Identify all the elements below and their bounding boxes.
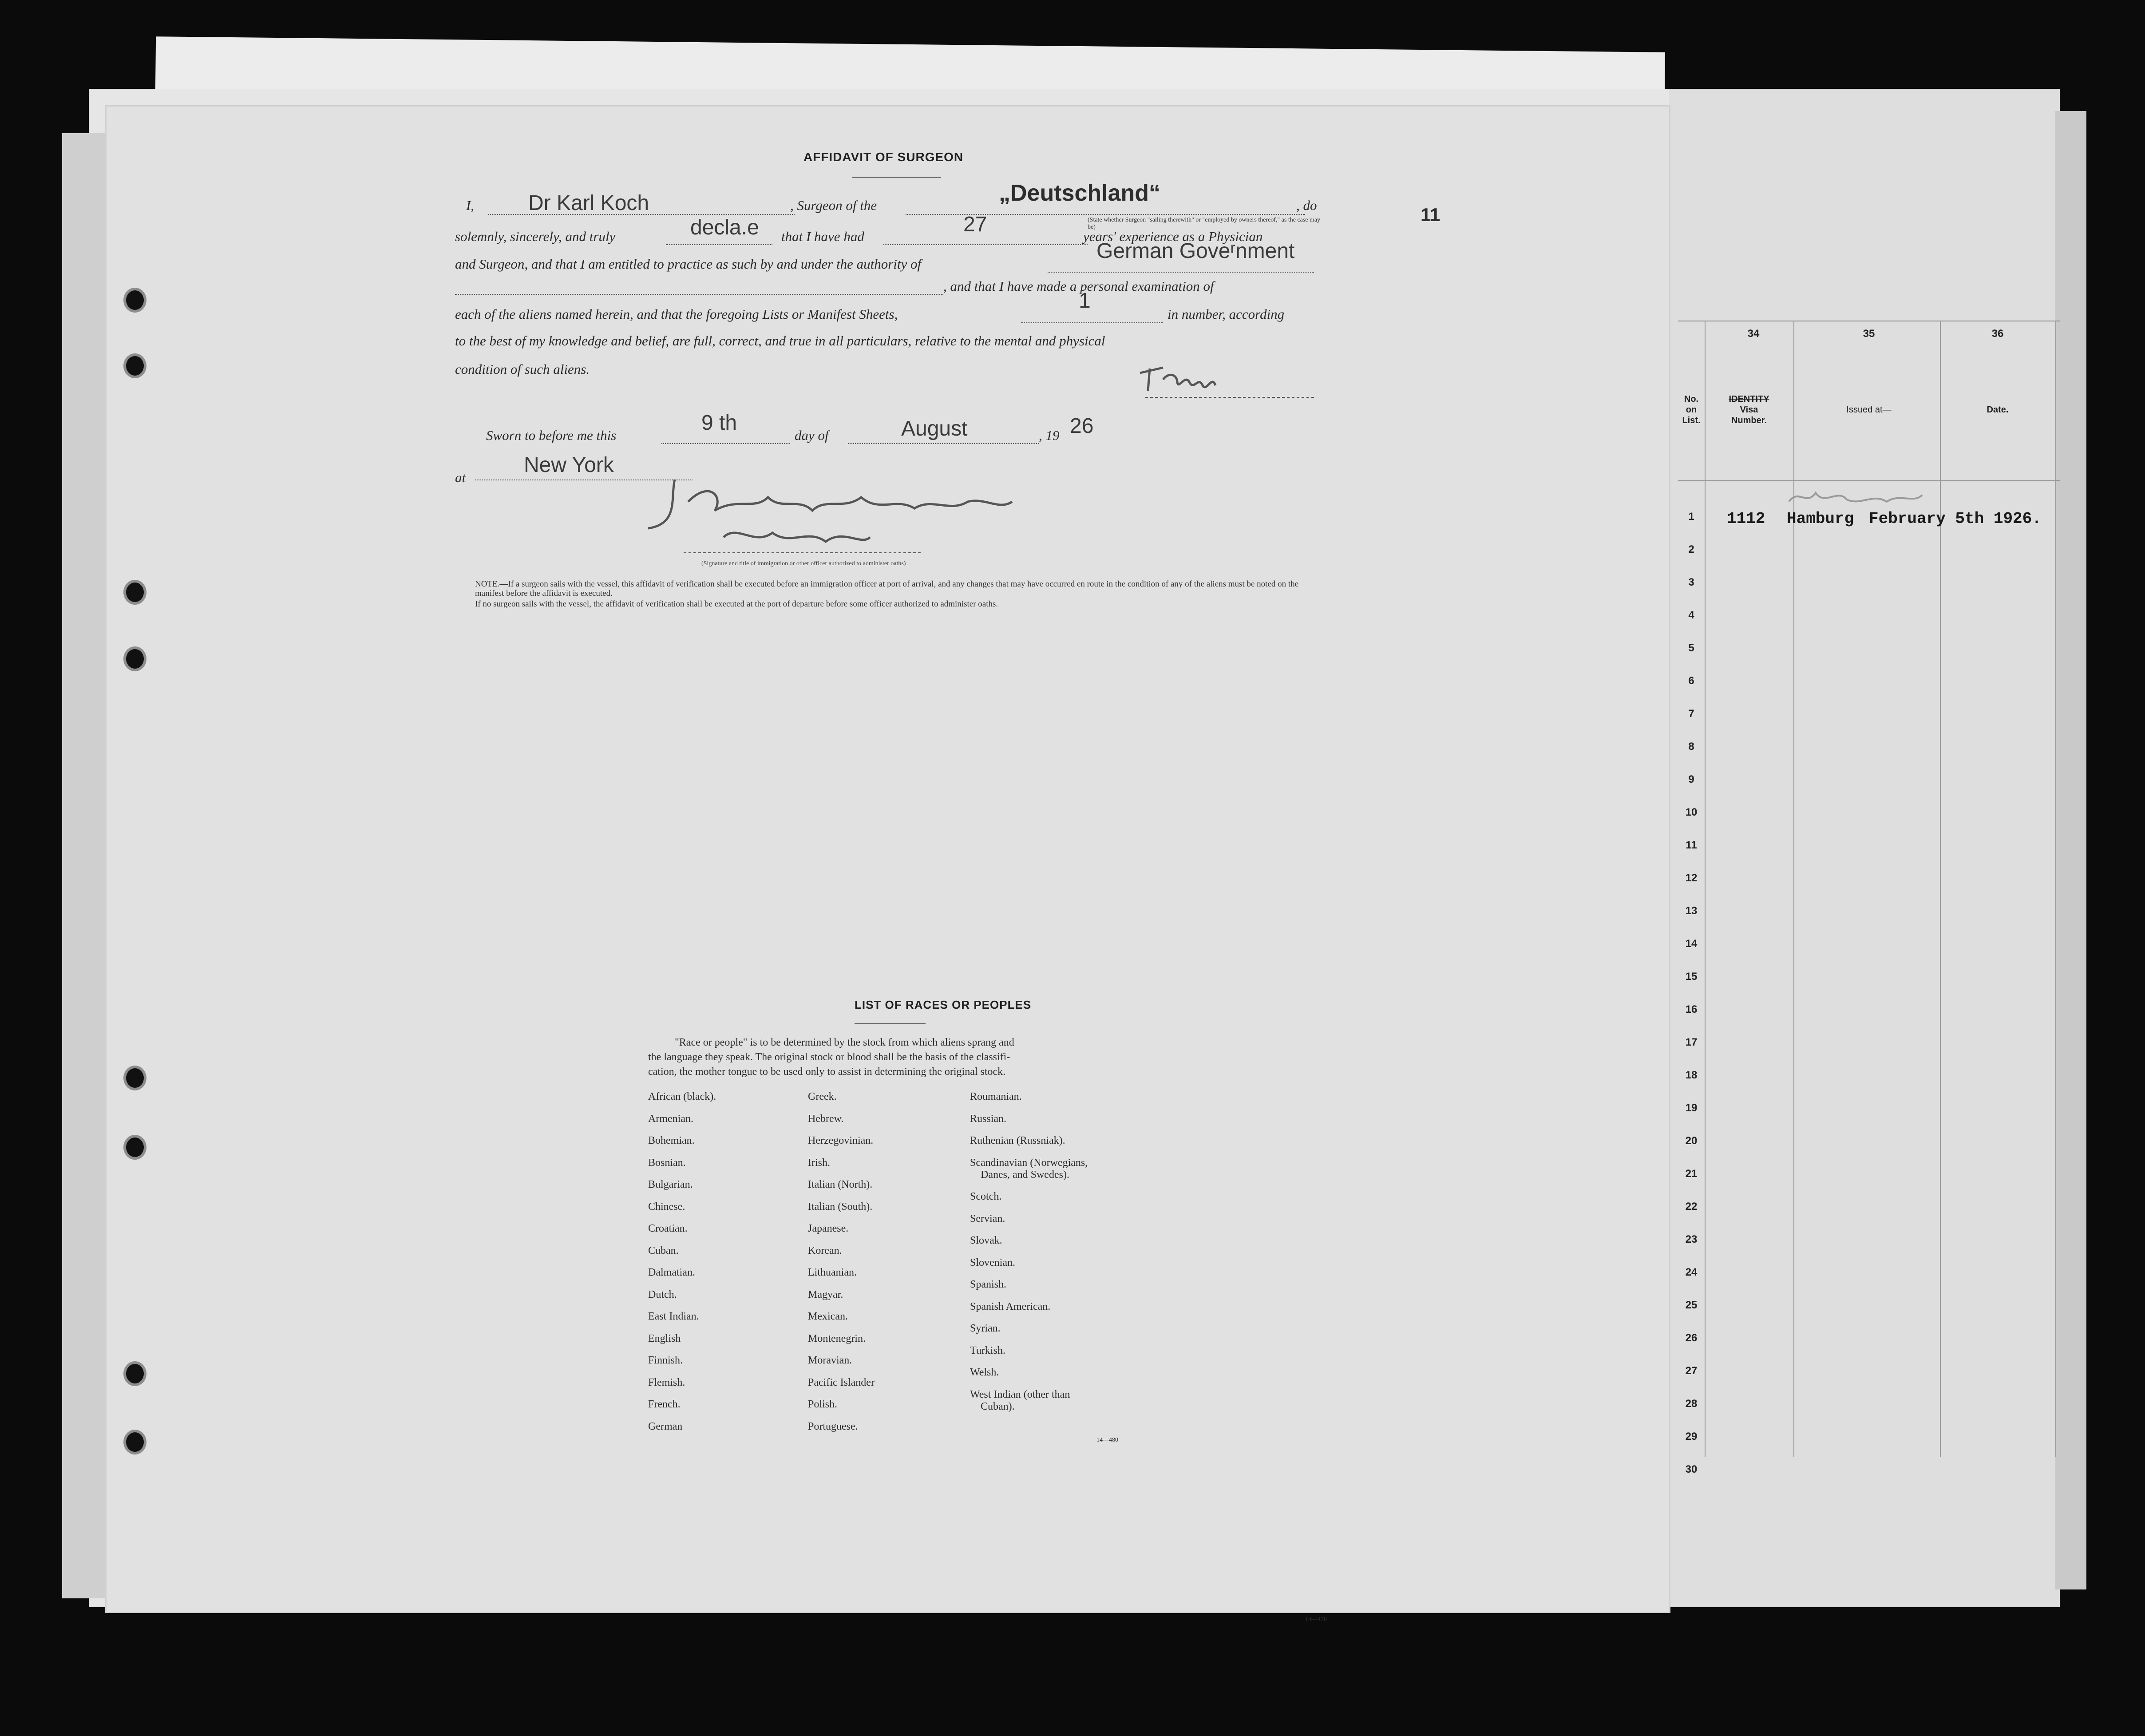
race-item: African (black). — [648, 1091, 716, 1102]
row-number: 27 — [1685, 1365, 1698, 1377]
vessel-name: „Deutschland“ — [999, 180, 1161, 206]
hdr-date: Date. — [1987, 405, 2009, 415]
race-item: Mexican. — [808, 1311, 848, 1322]
issued-at: Hamburg — [1787, 510, 1854, 528]
sworn-day: 9 th — [701, 411, 737, 435]
race-item: Cuban). — [981, 1400, 1015, 1412]
row-number: 26 — [1685, 1332, 1698, 1344]
sheets-value: 1 — [1079, 289, 1091, 313]
page-marker: 11 — [1421, 204, 1441, 225]
surgeon-name: Dr Karl Koch — [528, 191, 649, 215]
right-paper-edge — [2055, 111, 2086, 1589]
race-item: Lithuanian. — [808, 1267, 857, 1278]
row-number: 17 — [1685, 1036, 1698, 1048]
sworn-day-line — [661, 443, 790, 444]
race-item: Portuguese. — [808, 1420, 858, 1432]
years-value: 27 — [963, 213, 987, 236]
races-title: LIST OF RACES OR PEOPLES — [855, 998, 1032, 1011]
right-manifest-sheet — [1669, 89, 2060, 1607]
footer-form-code: 14—430 — [1305, 1616, 1327, 1623]
punch-hole — [123, 1135, 146, 1160]
line5-a: each of the aliens named herein, and that the foregoing Lists or Manifest Sheets, — [455, 306, 898, 322]
row-number: 20 — [1685, 1135, 1698, 1147]
row-number: 8 — [1688, 741, 1694, 753]
sworn-a: Sworn to before me this — [486, 428, 617, 443]
row-number: 12 — [1685, 872, 1698, 884]
intro-text: I, — [466, 198, 475, 213]
row-number: 2 — [1688, 543, 1694, 555]
sworn-month: August — [901, 417, 968, 440]
race-item: Dalmatian. — [648, 1267, 695, 1278]
race-item: Scotch. — [970, 1191, 1002, 1202]
line4: , and that I have made a personal examination of — [943, 278, 1214, 294]
race-item: Finnish. — [648, 1355, 683, 1366]
hdr-issued: Issued at— — [1846, 405, 1892, 415]
race-item: English — [648, 1332, 681, 1344]
row-number: 10 — [1685, 806, 1698, 818]
race-item: Flemish. — [648, 1376, 685, 1388]
row-number: 15 — [1685, 971, 1698, 983]
race-item: Danes, and Swedes). — [981, 1169, 1069, 1181]
affidavit-sheet — [107, 107, 1669, 1612]
punch-hole — [123, 1430, 146, 1455]
races-intro-3: cation, the mother tongue to be used only to assist in determining the original stock. — [648, 1066, 1006, 1078]
race-item: Korean. — [808, 1245, 842, 1256]
row-number: 14 — [1685, 938, 1698, 950]
race-item: Greek. — [808, 1091, 837, 1102]
line7: condition of such aliens. — [455, 361, 590, 377]
at-label: at — [455, 470, 466, 485]
race-item: Italian (South). — [808, 1201, 873, 1213]
race-item: Herzegovinian. — [808, 1135, 874, 1146]
row-number: 11 — [1686, 839, 1697, 851]
races-col-3 — [970, 1091, 1088, 1423]
line5-b: in number, according — [1167, 306, 1285, 322]
punch-hole — [123, 1361, 146, 1386]
signature-caption: (Signature and title of immigration or other officer authorized to administer oaths) — [701, 560, 906, 567]
race-item: Spanish. — [970, 1279, 1007, 1290]
races-col-1 — [648, 1091, 716, 1443]
race-item: Slovak. — [970, 1235, 1002, 1246]
races-intro-2: the language they speak. The original stock or blood shall be the basis of the classifi- — [648, 1051, 1010, 1063]
race-item: German — [648, 1420, 683, 1432]
right-table-col-rule — [2055, 321, 2056, 1457]
race-item: Syrian. — [970, 1323, 1001, 1334]
row-number: 1 — [1688, 511, 1694, 523]
row-number: 3 — [1688, 576, 1694, 588]
race-item: Ruthenian (Russniak). — [970, 1135, 1065, 1146]
hdr-on: on — [1686, 405, 1697, 415]
row-number: 30 — [1685, 1463, 1698, 1475]
races-form-code: 14—480 — [1096, 1437, 1118, 1443]
race-item: Japanese. — [808, 1223, 849, 1234]
row-number: 25 — [1685, 1299, 1698, 1311]
race-item: Magyar. — [808, 1288, 843, 1300]
note-1: NOTE.—If a surgeon sails with the vessel, this affidavit of verification shall be executed before an immigration officer at port of arrival, and any changes that may have occurred en route in the condition of any of the aliens must be noted on the manifest before the affidavit is executed. — [475, 579, 1299, 598]
authority-line — [1048, 272, 1314, 273]
row-number: 6 — [1688, 675, 1694, 687]
row-number: 22 — [1685, 1201, 1698, 1213]
row-number: 21 — [1685, 1168, 1698, 1180]
races-title-rule — [855, 1023, 926, 1024]
col-number-35: 35 — [1863, 328, 1875, 340]
note-2: If no surgeon sails with the vessel, the affidavit of verification shall be executed at the port of departure before some officer authorized to administer oaths. — [475, 599, 998, 609]
row-number: 19 — [1685, 1102, 1698, 1114]
blank-line — [455, 294, 943, 295]
races-intro-1: "Race or people" is to be determined by the stock from which aliens sprang and — [675, 1037, 1014, 1048]
col-number-34: 34 — [1747, 328, 1760, 340]
officer-signature — [621, 471, 1048, 559]
row-number: 9 — [1688, 773, 1694, 785]
sworn-month-line — [848, 443, 1039, 444]
sheets-line — [1021, 322, 1163, 323]
race-item: Moravian. — [808, 1355, 852, 1366]
hdr-no: No. — [1684, 394, 1699, 404]
hdr-list: List. — [1682, 416, 1701, 425]
declare-line — [666, 244, 772, 245]
race-item: Dutch. — [648, 1288, 677, 1300]
visa-number: 1112 — [1727, 510, 1765, 528]
punch-hole — [123, 580, 146, 605]
race-item: Bohemian. — [648, 1135, 695, 1146]
race-item: Pacific Islander — [808, 1376, 875, 1388]
line6: to the best of my knowledge and belief, are full, correct, and true in all particulars, relative to the mental and physical — [455, 333, 1105, 349]
issue-date: February 5th 1926. — [1869, 510, 2042, 528]
row-number: 28 — [1685, 1398, 1698, 1410]
line3: and Surgeon, and that I am entitled to practice as such by and under the authority of — [455, 256, 922, 272]
line2-b: that I have had — [781, 229, 864, 244]
race-item: Montenegrin. — [808, 1332, 866, 1344]
race-item: Irish. — [808, 1157, 830, 1169]
race-item: Croatian. — [648, 1223, 688, 1234]
surgeon-of-label: , Surgeon of the — [790, 198, 877, 213]
race-item: Italian (North). — [808, 1179, 873, 1190]
row-number: 13 — [1685, 905, 1698, 917]
right-table-col-rule — [1940, 321, 1941, 1457]
race-item: Welsh. — [970, 1367, 999, 1378]
race-item: Servian. — [970, 1213, 1005, 1225]
race-item: West Indian (other than — [970, 1388, 1070, 1400]
col-number-36: 36 — [1991, 328, 2004, 340]
row-number: 23 — [1685, 1233, 1698, 1245]
row-number: 29 — [1685, 1431, 1698, 1443]
line2-c: years' experience as a Physician — [1083, 229, 1263, 244]
right-table-col-rule — [1705, 321, 1706, 1457]
row-number: 16 — [1685, 1003, 1698, 1015]
race-item: Cuban. — [648, 1245, 679, 1256]
races-col-2 — [808, 1091, 875, 1443]
place-value: New York — [524, 453, 614, 477]
hdr-visa-struck: IDENTITY — [1729, 394, 1769, 404]
hdr-number: Number. — [1731, 416, 1767, 425]
punch-hole — [123, 1066, 146, 1090]
do-label: , do — [1296, 198, 1317, 213]
race-item: Spanish American. — [970, 1300, 1051, 1312]
race-item: Roumanian. — [970, 1091, 1022, 1102]
hdr-visa: Visa — [1740, 405, 1758, 415]
race-item: Scandinavian (Norwegians, — [970, 1157, 1088, 1169]
row-number: 24 — [1685, 1266, 1698, 1278]
sworn-c: , 19 — [1039, 428, 1060, 443]
race-item: Bulgarian. — [648, 1179, 693, 1190]
affidavit-title: AFFIDAVIT OF SURGEON — [803, 150, 964, 164]
race-item: Turkish. — [970, 1344, 1005, 1356]
punch-hole — [123, 288, 146, 313]
row-number: 4 — [1688, 609, 1694, 621]
line2-a: solemnly, sincerely, and truly — [455, 229, 616, 244]
race-item: Russian. — [970, 1113, 1007, 1125]
years-line — [883, 244, 1088, 245]
race-item: French. — [648, 1399, 681, 1410]
race-item: Armenian. — [648, 1113, 693, 1125]
row-number: 18 — [1685, 1069, 1698, 1081]
authority-value: German Goveʳnment — [1096, 239, 1295, 263]
title-rule — [852, 177, 941, 178]
declare-word: decla.e — [690, 216, 759, 239]
punch-hole — [123, 646, 146, 671]
sworn-year: 26 — [1070, 414, 1094, 438]
row-number: 5 — [1688, 642, 1694, 654]
sworn-b: day of — [795, 428, 829, 443]
race-item: East Indian. — [648, 1311, 699, 1322]
race-item: Slovenian. — [970, 1256, 1015, 1268]
race-item: Polish. — [808, 1399, 838, 1410]
surgeon-signature — [1136, 355, 1323, 404]
row-number: 7 — [1688, 708, 1694, 720]
race-item: Bosnian. — [648, 1157, 686, 1169]
vessel-note: (State whether Surgeon "sailing therewith" or "employed by owners thereof," as the case may be) — [1088, 217, 1321, 230]
row-number-column — [1678, 511, 1705, 1496]
punch-hole — [123, 353, 146, 378]
race-item: Chinese. — [648, 1201, 685, 1213]
race-item: Hebrew. — [808, 1113, 844, 1125]
